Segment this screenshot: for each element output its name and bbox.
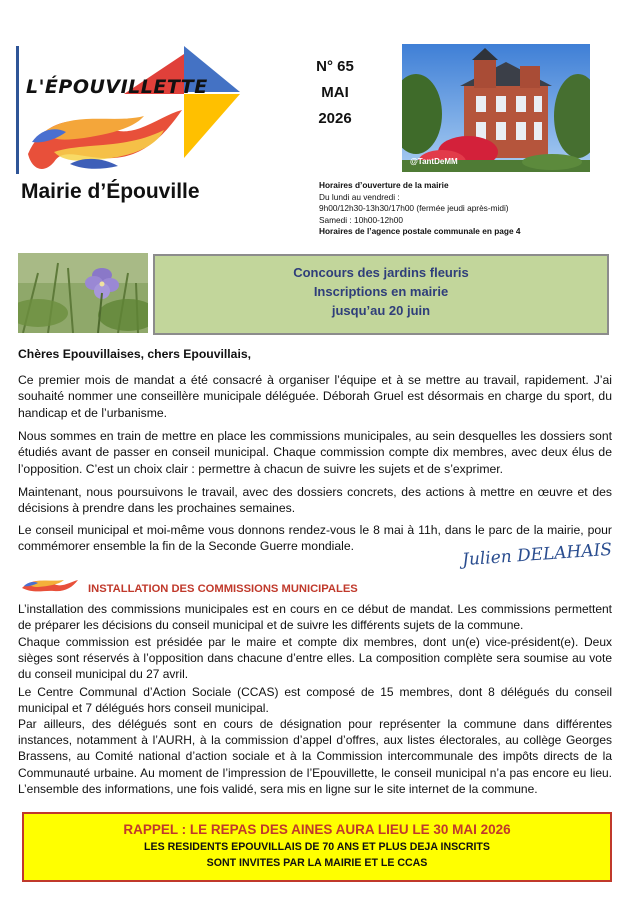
newsletter-logo [14,46,240,182]
reminder-box [22,812,612,882]
hours-title: Horaires d’ouverture de la mairie [319,180,449,190]
contest-line-3: jusqu’au 20 juin [331,303,431,318]
town-hall-photo [402,44,590,172]
letter-paragraph-3: Maintenant, nous poursuivons le travail, avec des dossiers concrets, des actions à mettre en œuvre et des décisions à prendre dans les prochaines semaines. [18,485,612,516]
letter-paragraph-2: Nous sommes en train de mettre en place les commissions municipales, au sein desquelles les dossiers sont étudiés avant de passer en conseil municipal. Chaque commission compte dix membres, avec deux élus de l’opposition. C’est un choix clair : permettre à chacun de suivre les sujets et de s’exprimer. [18,429,612,476]
garden-contest-banner [153,254,609,335]
reminder-title: RAPPEL : LE REPAS DES AINES AURA LIEU LE 30 MAI 2026 [123,822,511,837]
town-hall-illustration [402,44,590,172]
hours-postal: Horaires de l’agence postale communale en page 4 [319,226,521,237]
hours-weekdays-label: Du lundi au vendredi : [319,191,400,202]
section-paragraph-3: Le Centre Communal d’Action Sociale (CCAS) est composé de 15 membres, dont 8 délégués du conseil municipal et 7 délégués hors conseil municipal. [18,685,612,716]
letter-greeting: Chères Epouvillaises, chers Epouvillais, [18,347,252,361]
contest-line-2: Inscriptions en mairie [313,284,449,299]
logo-title: L'ÉPOUVILLETTE [26,76,208,98]
photo-credit: @TantDeMM [410,157,458,166]
letter-paragraph-4: Le conseil municipal et moi-même vous donnons rendez-vous le 8 mai à 11h, dans le parc de la mairie, pour commémorer ensemble la fin de la Seconde Guerre mondiale. [18,523,612,554]
mayor-signature: Julien DELAHAIS [461,539,613,571]
hours-weekdays: 9h00/12h30-13h30/17h00 (fermée jeudi après-midi) [319,203,509,214]
section-paragraph-2: Chaque commission est présidée par le maire et compte dix membres, dont un(e) vice-président(e). Deux sièges sont réservés à l’opposition dans chacune d’entre elles. La composition complète sera soumise au vote du conseil municipal du 27 avril. [18,635,612,682]
violet-flower-photo [18,253,148,333]
issue-info [300,54,370,132]
reminder-line-1: LES RESIDENTS EPOUVILLAIS DE 70 ANS ET PLUS DEJA INSCRITS [144,841,490,853]
section-paragraph-4: Par ailleurs, des délégués sont en cours de désignation pour représenter la commune dans différentes instances, notamment à l’AURH, à la commission d’appel d’offres, aux listes électorales, au collège Georges Brassens, au Comité national d’action sociale et à la Commission intercommunale des impôts directs de la Communauté urbaine. Au moment de l’impression de l’Epouvillette, le conseil municipal n’a pas encore eu lieu. L’ensemble des informations, une fois validé, sera mis en ligne sur le site internet de la commune. [18,717,612,796]
violet-illustration [18,253,148,333]
letter-paragraph-1: Ce premier mois de mandat a été consacré à organiser l’équipe et à se mettre au travail, rapidement. J’ai souhaité nommer une conseillère municipale déléguée. Déborah Gruel est désormais en charge du sport, du handicap et de l’urbanisme. [18,373,612,420]
issue-month: MAI [321,84,349,101]
brush-stroke-icon [20,576,80,594]
reminder-line-2: SONT INVITES PAR LA MAIRIE ET LE CCAS [206,857,428,869]
hours-saturday: Samedi : 10h00-12h00 [319,214,403,225]
issue-year: 2026 [318,110,352,127]
logo-graphic [14,46,240,182]
mairie-title: Mairie d’Épouville [21,180,200,203]
section-title: INSTALLATION DES COMMISSIONS MUNICIPALES [88,583,358,595]
opening-hours [319,180,521,238]
issue-number: N° 65 [316,58,354,75]
contest-line-1: Concours des jardins fleuris [293,265,469,280]
section-paragraph-1: L’installation des commissions municipales est en cours en ce début de mandat. Les commissions permettent de préparer les décisions du conseil municipal et de suivre les différents sujets de la commune. [18,602,612,633]
